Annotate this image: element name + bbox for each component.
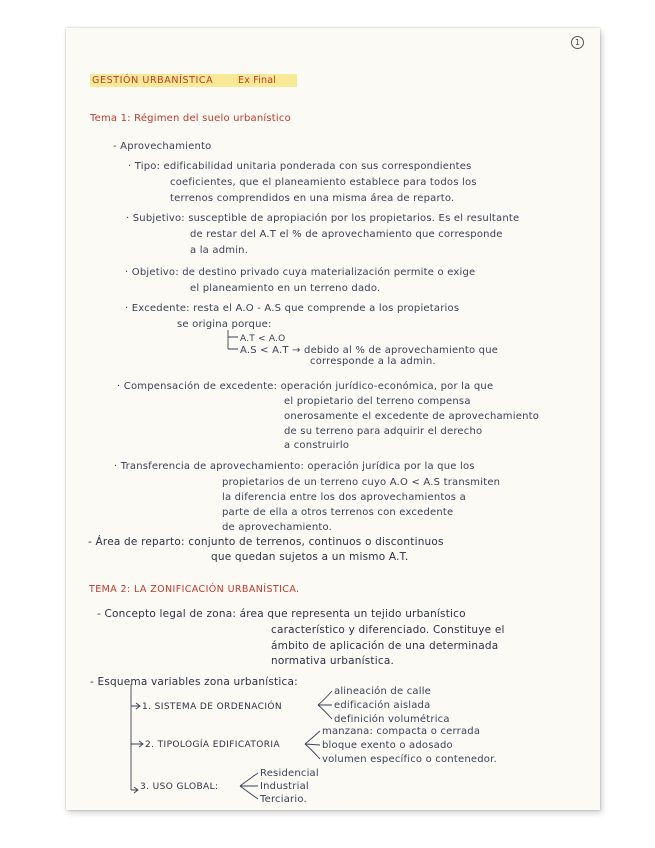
concepto-line-2: característico y diferenciado. Constituye el xyxy=(271,624,505,636)
transferencia-line-2: propietarios de un terreno cuyo A.O < A.S transmiten xyxy=(222,477,501,488)
compensacion-line-3: onerosamente el excedente de aprovechamiento xyxy=(284,411,540,422)
tipologia-edificatoria-label: 2. TIPOLOGÍA EDIFICATORIA xyxy=(145,740,281,750)
tipologia-item-1: manzana: compacta o cerrada xyxy=(322,726,481,737)
area-reparto-line-2: que quedan sujetos a un mismo A.T. xyxy=(211,551,409,563)
tipologia-item-3: volumen específico o contenedor. xyxy=(322,754,497,765)
compensacion-line-4: de su terreno para adquirir el derecho xyxy=(284,426,483,437)
compensacion-line-5: a construirlo xyxy=(284,440,350,451)
compensacion-line-1: · Compensación de excedente: operación jurídico-económica, por la que xyxy=(117,381,494,392)
tipo-line-3: terrenos comprendidos en una misma área de reparto. xyxy=(170,193,455,204)
compensacion-line-2: el propietario del terreno compensa xyxy=(284,396,471,407)
transferencia-line-5: de aprovechamiento. xyxy=(222,522,333,533)
subjetivo-line-1: · Subjetivo: susceptible de apropiación por los propietarios. Es el resultante xyxy=(126,213,520,224)
excedente-condition-3: corresponde a la admin. xyxy=(310,356,436,367)
subjetivo-line-2: de restar del A.T el % de aprovechamiento que corresponde xyxy=(190,229,503,240)
tema2-title: TEMA 2: LA ZONIFICACIÓN URBANÍSTICA. xyxy=(89,584,300,595)
subjetivo-line-3: a la admin. xyxy=(190,245,249,256)
uso-global-label: 3. USO GLOBAL: xyxy=(140,782,219,792)
objetivo-line-1: · Objetivo: de destino privado cuya materialización permite o exige xyxy=(125,267,476,278)
tipologia-item-2: bloque exento o adosado xyxy=(322,740,453,751)
uso-item-2: Industrial xyxy=(260,781,309,792)
excedente-condition-1: A.T < A.O xyxy=(240,334,286,344)
transferencia-line-1: · Transferencia de aprovechamiento: operación jurídica por la que los xyxy=(114,461,475,472)
uso-item-1: Residencial xyxy=(260,768,319,779)
sistema-item-2: edificación aislada xyxy=(334,700,431,711)
tipo-line-1: · Tipo: edificabilidad unitaria ponderada con sus correspondientes xyxy=(128,161,472,172)
document-title: GESTIÓN URBANÍSTICA xyxy=(92,75,214,86)
area-reparto-line-1: - Área de reparto: conjunto de terrenos, continuos o discontinuos xyxy=(88,536,444,548)
concepto-line-4: normativa urbanística. xyxy=(271,655,394,667)
page-number: 1 xyxy=(571,36,584,49)
esquema-heading: - Esquema variables zona urbanística: xyxy=(90,676,298,688)
concepto-line-3: ámbito de aplicación de una determinada xyxy=(271,640,499,652)
document-subtitle: Ex Final xyxy=(238,75,277,86)
excedente-line-1: · Excedente: resta el A.O - A.S que comprende a los propietarios xyxy=(125,303,460,314)
excedente-line-2: se origina porque: xyxy=(177,319,272,330)
sistema-item-1: alineación de calle xyxy=(334,686,432,697)
sistema-item-3: definición volumétrica xyxy=(334,714,450,725)
objetivo-line-2: el planeamiento en un terreno dado. xyxy=(190,283,381,294)
transferencia-line-3: la diferencia entre los dos aprovechamientos a xyxy=(222,492,466,503)
tipo-line-2: coeficientes, que el planeamiento establece para todos los xyxy=(170,177,477,188)
concepto-line-1: - Concepto legal de zona: área que representa un tejido urbanístico xyxy=(97,608,466,620)
aprovechamiento-heading: - Aprovechamiento xyxy=(113,141,212,152)
excedente-condition-2: A.S < A.T → debido al % de aprovechamiento que xyxy=(240,345,499,356)
transferencia-line-4: parte de ella a otros terrenos con excedente xyxy=(222,507,454,518)
sistema-ordenacion-label: 1. SISTEMA DE ORDENACIÓN xyxy=(142,702,283,712)
uso-item-3: Terciario. xyxy=(260,794,307,805)
tema1-title: Tema 1: Régimen del suelo urbanístico xyxy=(90,113,291,124)
